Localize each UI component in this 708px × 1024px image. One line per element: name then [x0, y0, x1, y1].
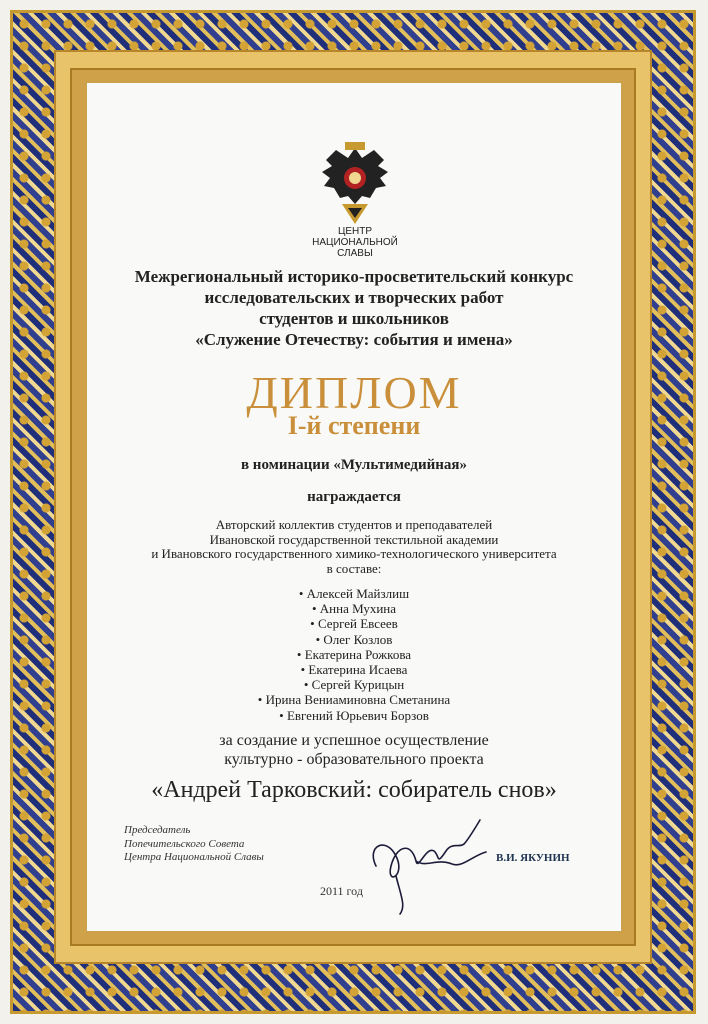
award-reason-line: за создание и успешное осуществление	[219, 732, 489, 749]
nomination: в номинации «Мультимедийная»	[240, 457, 468, 473]
collective-line: и Ивановского государственного химико-технологического университета	[151, 546, 557, 561]
award-reason-line: культурно - образовательного проекта	[224, 751, 484, 768]
signature-icon	[356, 806, 496, 916]
contest-line: студентов и школьников	[259, 309, 449, 328]
signer-name: В.И. ЯКУНИН	[496, 852, 570, 864]
members-list	[200, 586, 508, 723]
degree-heading: I-й степени	[287, 411, 421, 440]
member-item: • Екатерина Рожкова	[296, 646, 412, 662]
org-name-line: ЦЕНТР	[337, 226, 373, 237]
chair-title	[124, 824, 304, 865]
awarded-label: награждается	[307, 489, 401, 505]
contest-line: «Служение Отечеству: события и имена»	[195, 330, 513, 349]
double-headed-eagle-emblem-icon	[318, 138, 392, 232]
member-item: • Евгений Юрьевич Борзов	[279, 707, 429, 723]
member-item: • Олег Козлов	[315, 631, 393, 647]
member-item: • Сергей Курицын	[303, 677, 405, 693]
year: 2011 год	[320, 884, 363, 898]
project-title: «Андрей Тарковский: собиратель снов»	[151, 777, 557, 803]
member-item: • Ирина Вениаминовна Сметанина	[257, 692, 451, 708]
collective-line: Авторский коллектив студентов и преподавателей	[215, 517, 493, 532]
member-item: • Алексей Майзлиш	[298, 586, 410, 601]
org-name-line: НАЦИОНАЛЬНОЙ	[312, 237, 398, 248]
chair-line: Попечительского Совета	[124, 837, 245, 850]
org-name-line: СЛАВЫ	[337, 248, 373, 259]
contest-title	[96, 266, 612, 350]
chair-line: Председатель	[124, 824, 191, 836]
collective-description	[96, 518, 612, 576]
contest-line: исследовательских и творческих работ	[204, 288, 504, 307]
org-name	[300, 226, 410, 259]
chair-line: Центра Национальной Славы	[124, 851, 264, 863]
diploma-heading: ДИПЛОМ	[246, 367, 462, 418]
collective-line: Ивановской государственной текстильной академии	[209, 531, 499, 547]
collective-line: в составе:	[326, 560, 382, 576]
member-item: • Анна Мухина	[311, 601, 397, 617]
award-reason	[150, 731, 558, 769]
member-item: • Екатерина Исаева	[300, 662, 408, 678]
contest-line: Межрегиональный историко-просветительский конкурс	[134, 267, 574, 286]
member-item: • Сергей Евсеев	[310, 616, 398, 632]
